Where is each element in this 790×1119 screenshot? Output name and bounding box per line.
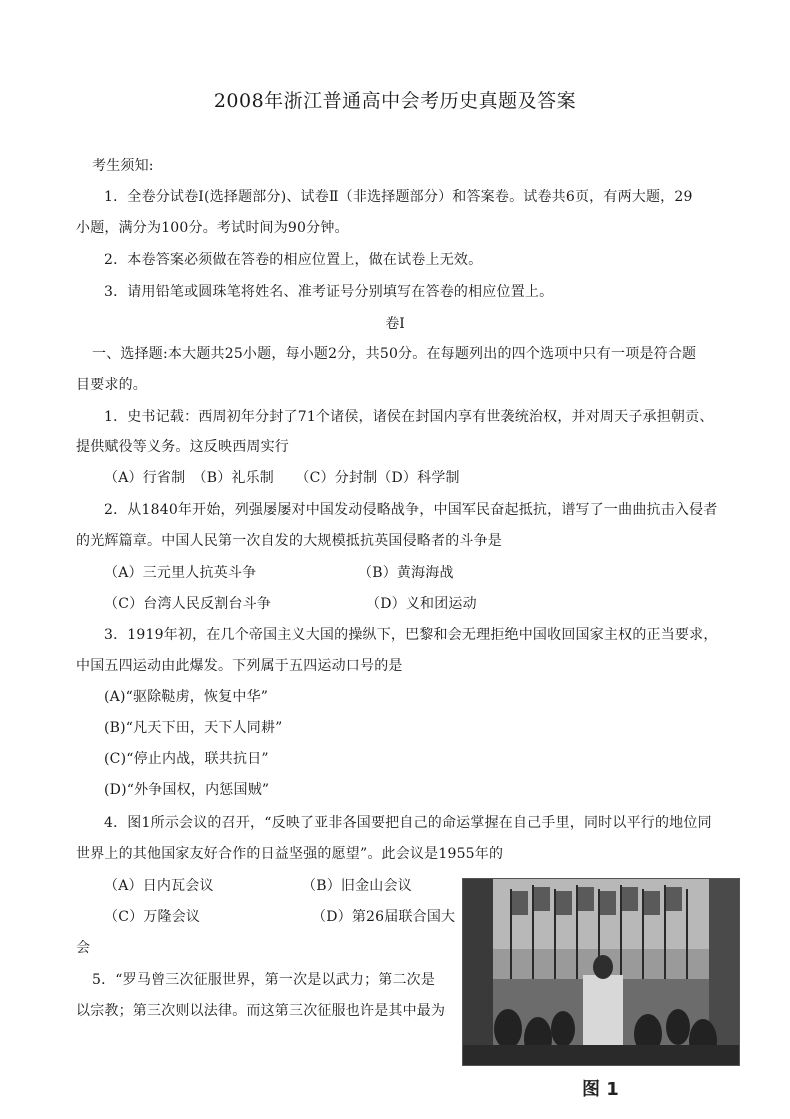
notice-heading: 考生须知: (92, 158, 154, 174)
question-3-stem-cont: 中国五四运动由此爆发。下列属于五四运动口号的是 (76, 658, 403, 674)
question-4-stem-cont: 世界上的其他国家友好合作的日益坚强的愿望”。此会议是1955年的 (76, 846, 504, 862)
question-2-option-a: （A）三元里人抗英斗争 (104, 565, 257, 581)
question-2-stem-cont: 的光辉篇章。中国人民第一次自发的大规模抵抗英国侵略者的斗争是 (76, 533, 502, 549)
question-5-stem: 5．“罗马曾三次征服世界，第一次是以武力；第二次是 (92, 972, 436, 988)
question-4-option-a: （A）日内瓦会议 (104, 878, 214, 894)
question-3-option-c: (C)“停止内战，联共抗日” (104, 751, 269, 767)
question-3-stem: 3．1919年初，在几个帝国主义大国的操纵下，巴黎和会无理拒绝中国收回国家主权的正当要求， (104, 627, 718, 643)
question-3-option-d: (D)“外争国权，内惩国贼” (104, 782, 270, 798)
conference-photo (462, 878, 740, 1066)
question-2-option-b: （B）黄海海战 (358, 565, 454, 581)
figure-caption: 图 1 (582, 1079, 619, 1100)
question-4-stem: 4．图1所示会议的召开，“反映了亚非各国要把自己的命运掌握在自己手里，同时以平行的地位同 (104, 815, 712, 831)
question-5-stem-cont: 以宗教；第三次则以法律。而这第三次征服也许是其中最为 (76, 1003, 446, 1019)
question-2-option-d: （D）义和团运动 (366, 596, 477, 612)
question-1-stem-cont: 提供赋役等义务。这反映西周实行 (76, 439, 289, 455)
section-intro: 一、选择题:本大题共25小题，每小题2分，共50分。在每题列出的四个选项中只有一项是符合题 (92, 346, 697, 362)
question-4-option-c: （C）万隆会议 (104, 909, 201, 925)
page-title: 2008年浙江普通高中会考历史真题及答案 (213, 90, 577, 112)
notice-item-3: 3．请用铅笔或圆珠笔将姓名、准考证号分别填写在答卷的相应位置上。 (104, 284, 554, 300)
notice-item-1: 1．全卷分试卷Ⅰ(选择题部分)、试卷Ⅱ（非选择题部分）和答案卷。试卷共6页，有两大题，29 (104, 189, 693, 205)
question-4-option-d: （D）第26届联合国大 (312, 909, 456, 925)
question-4-option-b: （B）旧金山会议 (302, 878, 412, 894)
notice-item-1-cont: 小题，满分为100分。考试时间为90分钟。 (76, 220, 349, 236)
notice-item-2: 2．本卷答案必须做在答卷的相应位置上，做在试卷上无效。 (104, 252, 483, 268)
question-4-option-d-cont: 会 (76, 940, 91, 956)
question-2-option-c: （C）台湾人民反割台斗争 (104, 596, 272, 612)
section-intro-cont: 目要求的。 (76, 377, 147, 393)
section-label: 卷Ⅰ (385, 316, 405, 332)
question-2-stem: 2．从1840年开始，列强屡屡对中国发动侵略战争，中国军民奋起抵抗，谱写了一曲曲抗击入侵者 (104, 502, 718, 518)
question-1-stem: 1．史书记载：西周初年分封了71个诸侯，诸侯在封国内享有世袭统治权，并对周天子承担朝贡、 (104, 409, 714, 425)
question-1-options: （A）行省制 （B）礼乐制 （C）分封制（D）科学制 (104, 470, 460, 486)
question-3-option-a: (A)“驱除鞑虏，恢复中华” (104, 689, 269, 705)
question-3-option-b: (B)“凡天下田，天下人同耕” (104, 720, 283, 736)
